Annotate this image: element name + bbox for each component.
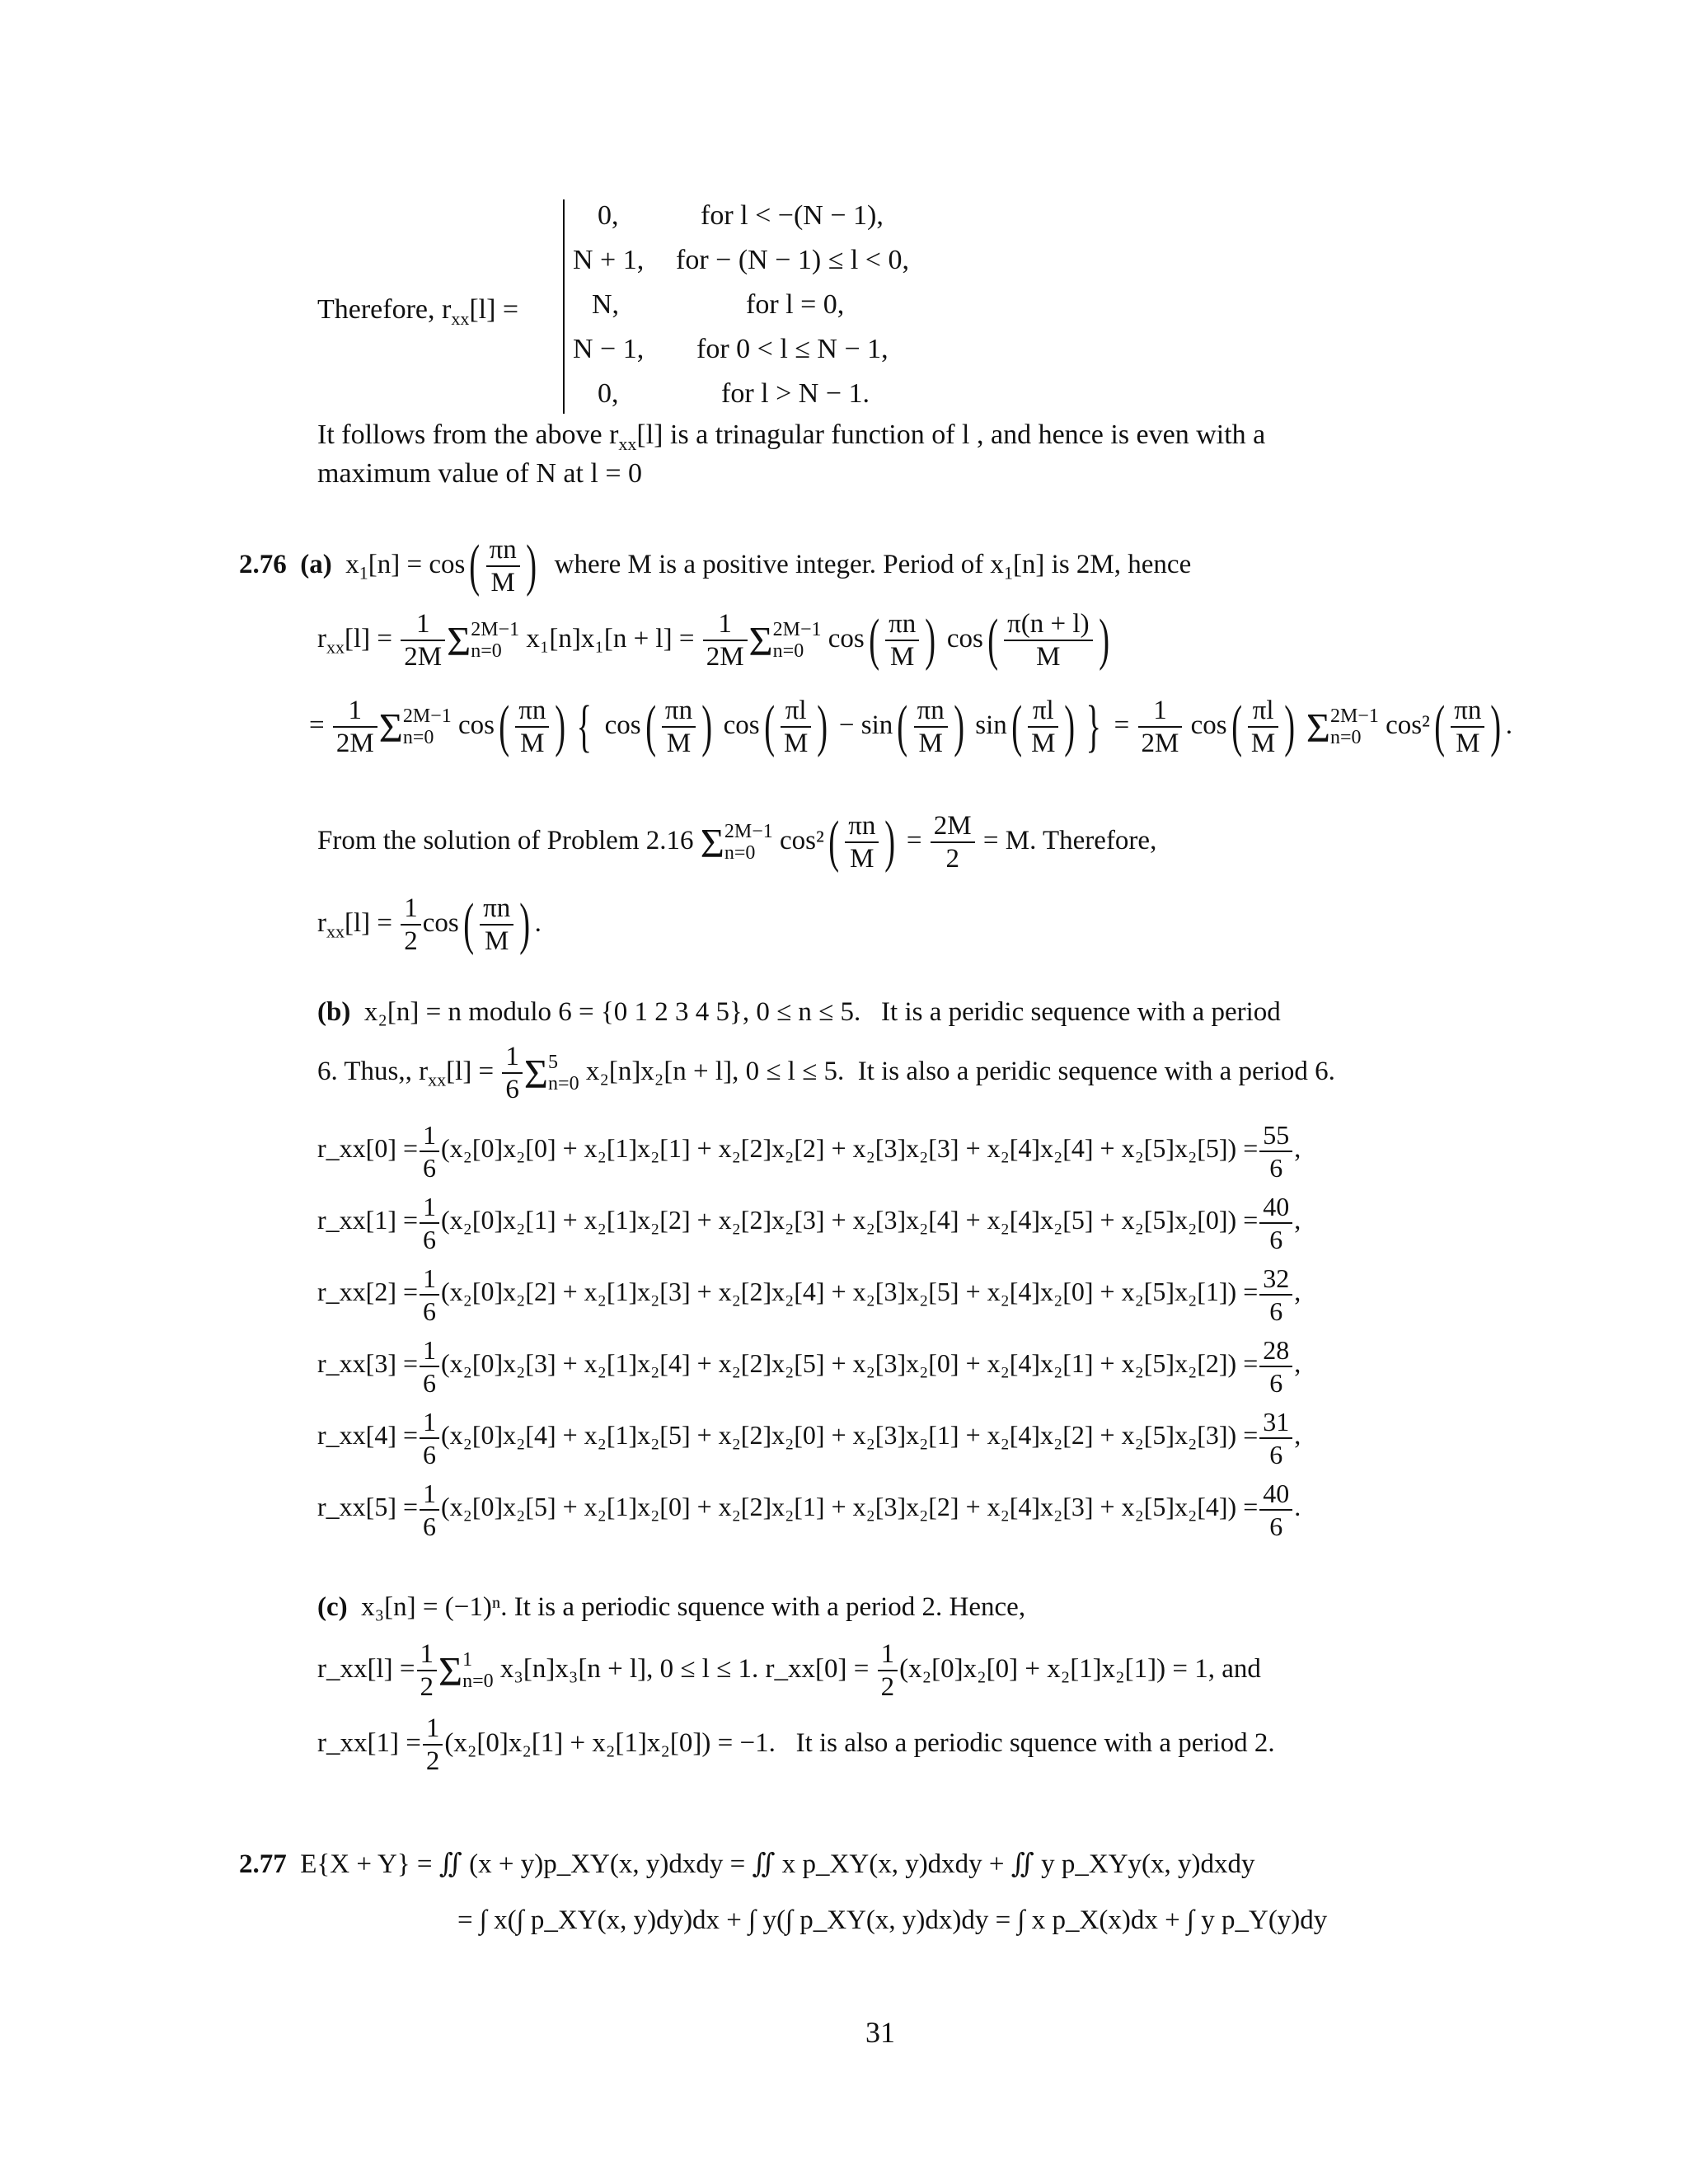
rxx-a-line-1: $r_{xx}[l]$ = $\frac{1}{2M}$ Σ 2M−1 n=0 x₁[n]x₁[n + l] = $\frac{1}{2M}$ Σ 2M−1 n=0 cos( $\frac{\pi n}{M}$ ) cos( $\frac{\pi(n + l)}{M}$ ) [317, 608, 1109, 673]
rxx-b-row-5: r_xx[5] = $\frac{1}{6}$ (x₂[0]x₂[5] + x₂[1]x₂[0] + x₂[2]x₂[1] + x₂[3]x₂[2] + x₂[4]x₂[3] + x₂[5]x₂[4]) = $\frac{40}{6}$ . [317, 1478, 1301, 1541]
rxx-b-row-4: r_xx[4] = $\frac{1}{6}$ (x₂[0]x₂[4] + x₂[1]x₂[5] + x₂[2]x₂[0] + x₂[3]x₂[1] + x₂[4]x₂[2] + x₂[5]x₂[3]) = $\frac{31}{6}$ , [317, 1406, 1301, 1469]
part-b-def: (b) x₂[n] = n modulo 6 = {0 1 2 3 4 5}, 0 ≤ n ≤ 5. It is a peridic sequence with a period [317, 997, 1281, 1027]
from-problem-line: From the solution of Problem 2.16 Σ 2M−1 n=0 cos²( $\frac{\pi n}{M}$ ) = $\frac{2M}{2}$ = M. Therefore, [317, 810, 1157, 874]
part-c-def: (c) x₃[n] = (−1)ⁿ. It is a periodic squence with a period 2. Hence, [317, 1592, 1026, 1622]
case-cond-4: for 0 < l ≤ N − 1, [696, 334, 889, 364]
cases-brace [563, 199, 565, 414]
case-value-5: 0, [598, 378, 619, 409]
part-c-line-2: r_xx[l] = $\frac{1}{2}$ Σ 1 n=0 x₃[n]x₃[n + l], 0 ≤ l ≤ 1. r_xx[0] = $\frac{1}{2}$ (x₂[0]x₂[0] + x₂[1]x₂[1]) = 1, and [317, 1639, 1261, 1703]
page-number: 31 [865, 2016, 895, 2049]
follows-line-2: maximum value of N at l = 0 [317, 458, 643, 489]
rxx-b-row-3: r_xx[3] = $\frac{1}{6}$ (x₂[0]x₂[3] + x₂[1]x₂[4] + x₂[2]x₂[5] + x₂[3]x₂[0] + x₂[4]x₂[1] + x₂[5]x₂[2]) = $\frac{28}{6}$ , [317, 1334, 1301, 1398]
case-value-3: N, [592, 289, 620, 320]
rxx-b-row-1: r_xx[1] = $\frac{1}{6}$ (x₂[0]x₂[1] + x₂[1]x₂[2] + x₂[2]x₂[3] + x₂[3]x₂[4] + x₂[4]x₂[5] + x₂[5]x₂[0]) = $\frac{40}{6}$ , [317, 1191, 1301, 1254]
case-cond-5: for l > N − 1. [721, 378, 870, 409]
case-cond-1: for l < −(N − 1), [701, 200, 884, 231]
problem-2-77-line-1: 2.77 E{X + Y} = ∬ (x + y)p_XY(x, y)dxdy = ∬ x p_XY(x, y)dxdy + ∬ y p_XYy(x, y)dxdy [239, 1849, 1255, 1879]
case-value-4: N − 1, [573, 334, 645, 364]
rxx-a-line-2: = $\frac{1}{2M}$ Σ 2M−1 n=0 cos( $\frac{\pi n}{M}$ ) { cos( $\frac{\pi n}{M}$ ) cos( $\frac{\pi l}{M}$ ) − sin( $\frac{\pi n}{M}$ ) sin( $\frac{\pi l}{M}$ ) } = $\frac{1}{2M}$ cos( $\frac{\pi l}{M}$ ) Σ 2M−1 n=0 cos²( $\frac{\pi n}{M}$ ) . [309, 695, 1512, 759]
problem-2-76-a-def: 2.76 (a) $x_1[n] = \cos$( $\frac{\pi n}{M}$ ) where M is a positive integer. Period of $x_1[n]$ is 2M, hence [239, 534, 1192, 598]
case-cond-2: for − (N − 1) ≤ l < 0, [676, 245, 909, 275]
rxx-b-row-2: r_xx[2] = $\frac{1}{6}$ (x₂[0]x₂[2] + x₂[1]x₂[3] + x₂[2]x₂[4] + x₂[3]x₂[5] + x₂[4]x₂[0] + x₂[5]x₂[1]) = $\frac{32}{6}$ , [317, 1263, 1301, 1326]
case-value-2: N + 1, [573, 245, 645, 275]
part-label: (a) [300, 550, 332, 579]
problem-2-77-line-2: = ∫ x(∫ p_XY(x, y)dy)dx + ∫ y(∫ p_XY(x, y)dx)dy = ∫ x p_X(x)dx + ∫ y p_Y(y)dy [457, 1905, 1328, 1935]
part-c-line-3: r_xx[1] = $\frac{1}{2}$ (x₂[0]x₂[1] + x₂[1]x₂[0]) = −1. It is also a periodic squence with a period 2. [317, 1713, 1275, 1777]
case-cond-3: for l = 0, [746, 289, 845, 320]
rxx-b-row-0: r_xx[0] = $\frac{1}{6}$ (x₂[0]x₂[0] + x₂[1]x₂[1] + x₂[2]x₂[2] + x₂[3]x₂[3] + x₂[4]x₂[4] + x₂[5]x₂[5]) = $\frac{55}{6}$ , [317, 1119, 1301, 1183]
case-value-1: 0, [598, 200, 619, 231]
therefore-label: Therefore, $r_{xx}[l]$ = [317, 294, 519, 329]
problem-number: 2.76 [239, 550, 287, 579]
part-b-line-2: 6. Thus,, $r_{xx}[l]$ = $\frac{1}{6}$ Σ 5 n=0 x₂[n]x₂[n + l], 0 ≤ l ≤ 5. It is also a peridic sequence with a period 6. [317, 1042, 1335, 1105]
follows-line-1: It follows from the above $r_{xx}[l]$ is a trinagular function of l , and hence is even with a [317, 419, 1266, 454]
rxx-a-result: $r_{xx}[l]$ = $\frac{1}{2}$ cos( $\frac{\pi n}{M}$ ) . [317, 893, 542, 957]
